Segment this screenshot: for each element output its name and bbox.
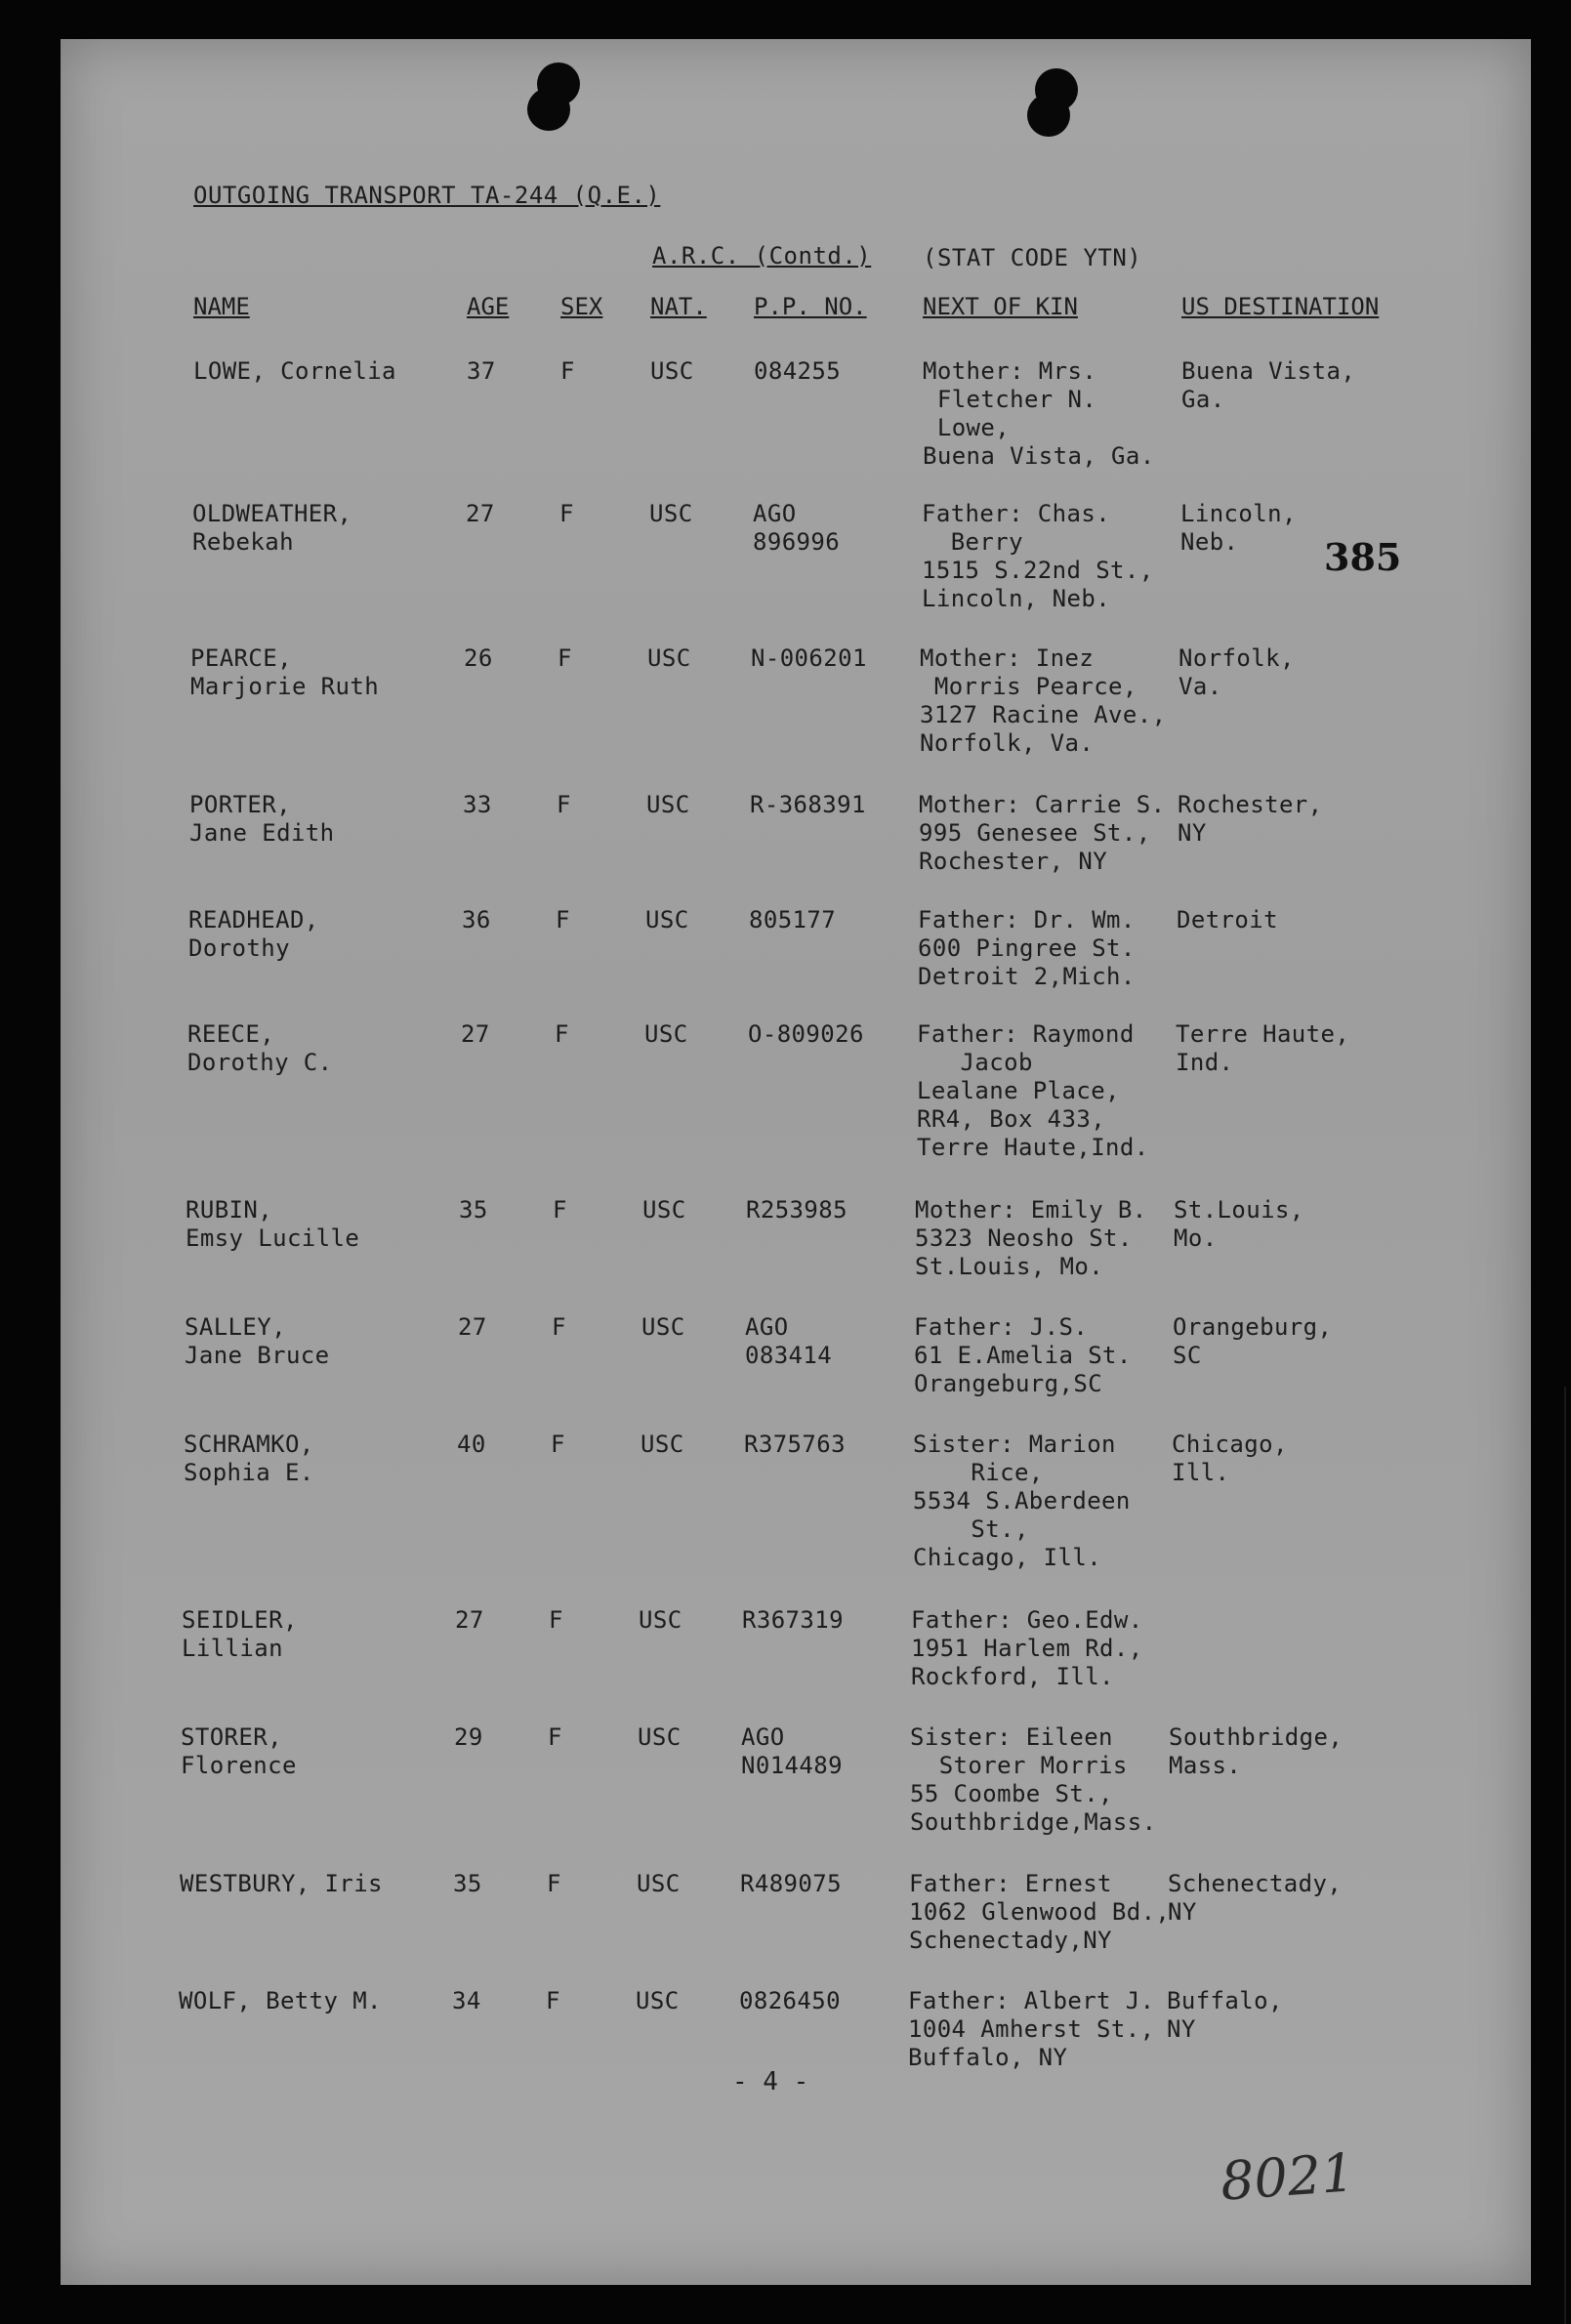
cell-name: PORTER, Jane Edith	[189, 791, 335, 847]
cell-name: SEIDLER, Lillian	[182, 1606, 298, 1662]
cell-dest: St.Louis, Mo.	[1174, 1196, 1304, 1252]
cell-age: 27	[466, 500, 495, 527]
cell-nat: USC	[644, 1020, 688, 1048]
cell-pp: R-368391	[750, 791, 866, 818]
cell-name: STORER, Florence	[181, 1723, 297, 1779]
cell-sex: F	[546, 1987, 560, 2014]
cell-name: RUBIN, Emsy Lucille	[186, 1196, 360, 1252]
cell-sex: F	[548, 1723, 562, 1751]
cell-sex: F	[547, 1870, 561, 1897]
cell-pp: 0826450	[739, 1987, 841, 2014]
cell-sex: F	[552, 1313, 566, 1341]
handwritten-number: 8021	[1218, 2141, 1357, 2213]
column-header-sex: SEX	[560, 293, 603, 320]
cell-sex: F	[555, 1020, 569, 1048]
page-number: - 4 -	[732, 2067, 809, 2096]
cell-nat: USC	[639, 1606, 682, 1634]
column-header-pp: P.P. NO.	[754, 293, 867, 320]
cell-kin: Father: J.S. 61 E.Amelia St. Orangeburg,SC	[914, 1313, 1132, 1397]
cell-dest: Buena Vista, Ga.	[1181, 357, 1356, 413]
cell-dest: Southbridge, Mass.	[1169, 1723, 1344, 1779]
cell-nat: USC	[646, 791, 690, 818]
cell-pp: AGO 896996	[753, 500, 841, 556]
cell-name: LOWE, Cornelia	[193, 357, 396, 385]
document-subtitle: A.R.C. (Contd.)	[652, 242, 872, 270]
paper-crease	[1564, 1387, 1566, 2324]
cell-nat: USC	[636, 1987, 680, 2014]
cell-dest: Orangeburg, SC	[1173, 1313, 1333, 1369]
column-header-dest: US DESTINATION	[1181, 293, 1380, 320]
cell-kin: Mother: Mrs. Fletcher N. Lowe, Buena Vista, Ga.	[923, 357, 1155, 470]
cell-sex: F	[553, 1196, 567, 1224]
cell-age: 40	[457, 1431, 486, 1458]
column-header-age: AGE	[467, 293, 510, 320]
cell-age: 26	[464, 644, 493, 672]
cell-dest: Lincoln, Neb.	[1180, 500, 1297, 556]
cell-sex: F	[556, 906, 570, 934]
cell-pp: O-809026	[748, 1020, 864, 1048]
cell-pp: R375763	[744, 1431, 846, 1458]
cell-sex: F	[559, 500, 574, 527]
cell-dest: Schenectady, NY	[1168, 1870, 1343, 1926]
cell-age: 29	[454, 1723, 483, 1751]
cell-kin: Father: Albert J. 1004 Amherst St., Buffalo, NY	[908, 1987, 1155, 2071]
cell-age: 35	[453, 1870, 482, 1897]
cell-name: PEARCE, Marjorie Ruth	[190, 644, 380, 700]
cell-dest: Chicago, Ill.	[1172, 1431, 1288, 1486]
cell-age: 36	[462, 906, 491, 934]
stat-code: (STAT CODE YTN)	[923, 244, 1142, 271]
cell-name: SCHRAMKO, Sophia E.	[184, 1431, 314, 1486]
cell-name: REECE, Dorothy C.	[187, 1020, 333, 1076]
cell-nat: USC	[638, 1723, 682, 1751]
cell-kin: Mother: Inez Morris Pearce, 3127 Racine Ave., Norfolk, Va.	[920, 644, 1167, 757]
cell-nat: USC	[645, 906, 689, 934]
cell-pp: AGO N014489	[741, 1723, 843, 1779]
cell-dest: Terre Haute, Ind.	[1176, 1020, 1350, 1076]
cell-pp: 805177	[749, 906, 837, 934]
cell-pp: R253985	[746, 1196, 848, 1224]
column-header-name: NAME	[193, 293, 250, 320]
cell-name: WOLF, Betty M.	[179, 1987, 382, 2014]
cell-sex: F	[549, 1606, 563, 1634]
cell-age: 34	[452, 1987, 481, 2014]
punch-hole-left-lower	[527, 88, 570, 131]
cell-nat: USC	[647, 644, 691, 672]
cell-kin: Father: Geo.Edw. 1951 Harlem Rd., Rockford, Ill.	[911, 1606, 1143, 1690]
cell-pp: 084255	[754, 357, 842, 385]
cell-nat: USC	[637, 1870, 681, 1897]
cell-kin: Father: Dr. Wm. 600 Pingree St. Detroit 2,Mich.	[918, 906, 1136, 990]
cell-kin: Mother: Carrie S. 995 Genesee St., Rochester, NY	[919, 791, 1166, 875]
cell-dest: Buffalo, NY	[1167, 1987, 1283, 2043]
cell-dest: Detroit	[1177, 906, 1278, 934]
cell-name: WESTBURY, Iris	[180, 1870, 383, 1897]
cell-pp: R489075	[740, 1870, 842, 1897]
cell-sex: F	[560, 357, 575, 385]
cell-pp: R367319	[742, 1606, 844, 1634]
cell-nat: USC	[650, 357, 694, 385]
cell-kin: Father: Raymond Jacob Lealane Place, RR4, Box 433, Terre Haute,Ind.	[917, 1020, 1149, 1161]
cell-age: 33	[463, 791, 492, 818]
cell-kin: Sister: Eileen Storer Morris 55 Coombe St., Southbridge,Mass.	[910, 1723, 1157, 1836]
cell-age: 27	[455, 1606, 484, 1634]
cell-nat: USC	[642, 1196, 686, 1224]
cell-nat: USC	[641, 1313, 685, 1341]
cell-nat: USC	[641, 1431, 684, 1458]
cell-age: 27	[461, 1020, 490, 1048]
cell-nat: USC	[649, 500, 693, 527]
cell-kin: Sister: Marion Rice, 5534 S.Aberdeen St., Chicago, Ill.	[913, 1431, 1131, 1571]
cell-age: 27	[458, 1313, 487, 1341]
cell-name: READHEAD, Dorothy	[188, 906, 319, 962]
punch-hole-right-lower	[1027, 94, 1070, 137]
cell-pp: AGO 083414	[745, 1313, 833, 1369]
cell-age: 35	[459, 1196, 488, 1224]
cell-name: SALLEY, Jane Bruce	[185, 1313, 330, 1369]
cell-kin: Father: Ernest 1062 Glenwood Bd., Schenectady,NY	[909, 1870, 1171, 1954]
stamp-number: 385	[1324, 535, 1402, 579]
column-header-kin: NEXT OF KIN	[923, 293, 1078, 320]
cell-name: OLDWEATHER, Rebekah	[192, 500, 352, 556]
cell-dest: Rochester, NY	[1178, 791, 1323, 847]
cell-age: 37	[467, 357, 496, 385]
document-title: OUTGOING TRANSPORT TA-244 (Q.E.)	[193, 182, 661, 209]
cell-sex: F	[557, 791, 571, 818]
column-header-nat: NAT.	[650, 293, 707, 320]
cell-sex: F	[551, 1431, 565, 1458]
cell-pp: N-006201	[751, 644, 867, 672]
cell-kin: Father: Chas. Berry 1515 S.22nd St., Lincoln, Neb.	[922, 500, 1154, 612]
cell-kin: Mother: Emily B. 5323 Neosho St. St.Louis, Mo.	[915, 1196, 1147, 1280]
cell-dest: Norfolk, Va.	[1178, 644, 1295, 700]
cell-sex: F	[558, 644, 572, 672]
